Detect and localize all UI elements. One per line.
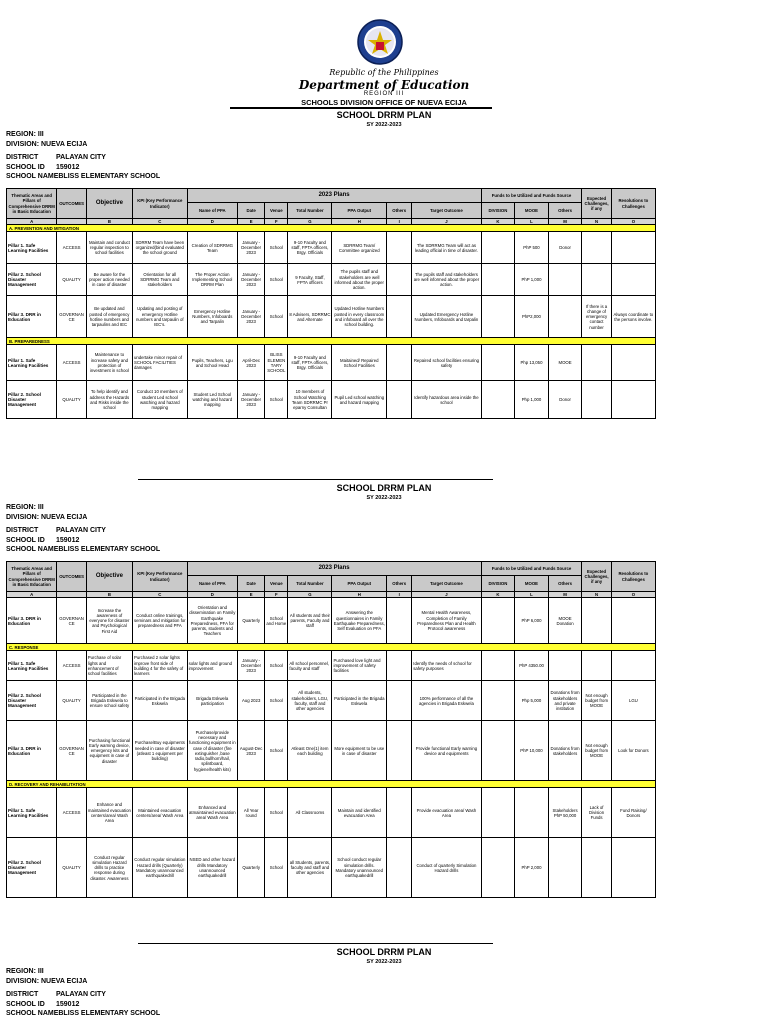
table-row: Pillar 1. Safe Learning Facilities ACCESS Maintenance to increase safety and protection of investment in school undertake minor repair of SCHOOL FACILITIES damages Pupils, Teachers, Lgu and School Head April-Dec 2023 BLISS ELEMENTARY SCHOOL 9-10 Faculty and staff, FPTA officers, Brgy. Officials Maitained/ Repaired School Facilities Repaired school facilities ensuring safety Php 13,050 MOOE [7,345,656,381]
table-row: Pillar 1. Safe Learning Facilities ACCESS Maintain and conduct regular inspection to school facilities SDRRM Team have been organized(bind evaluated the school ground Creation of SDRRMG Team January - December 2023 School 9-10 Faculty and staff, FPTA officers, Brgy. Officials SDRRMG Team/ Committee organized The SDRRMG Team will act as leading official in time of disaster. PhP 500 Donor [7,232,656,264]
section-c: C. RESPONSE [7,644,656,651]
drrm-table-2: Thematic Areas and Pillars of Comprehensive DRRM in Basic Education OUTCOMES Objective KPI (Key Performance Indicator) 2023 Plans Funds to be Utilized and Funds Source Expected Challenges, if any Resolutions to Challenges Name of PPA Date Venue Total Number PPA Output Others Target Outcome DIVISION MOOE Others A B C D E F G H I J K L M N O Pillar 3. DRR in Education GOVERNANCE Increase the awareness of everyone for disaster and Psychological First Aid Conduct online trainings, seminars and mitigation for preparedness and PFA Orientation and dissemination on Family Earthquake Preparedness, PFA for parents, students and Teachers Quarterly School and Home All students and their parents, Faculty and staff Answering the questionnaires in Family Earthquake Preparedness, Self Evaluation on PFA Mental Health Awareness, Completion of Family Preparedness Plan and Health Protocol awareness PhP 6,000 MOOE Donation C. RESPONSE Pillar 1. Safe Learning Facilities ACCESS Purchase of solar lights and enhancement of school facilities Purchased 2 solar lights improve front side of building 4 for the safety of learners solar lights and ground improvement January - December 2023 School All school personnel, faculty and staff Purchased love light and improvement of safety facilities Identify the needs of school for safety purposes PhP 4350.00 Pillar 2. School Disaster Management QUALITY Participated in the Brigada Eskwela to ensure school safety Participated in the Brigada Eskwela Brigada Eskwela participation Aug 2023 School All students, stakeholders, LGU, faculty, staff and other agencies Participated in the Brigada Eskwela 100% performance of all the agencies in Brigada Eskwela Php 5,000 Donations from stakeholders and private institution Not enough budget from MOOE LGU Pillar 3. DRR in Education GOVERNANCE Purchasing functional Early warning device, emergency kits and equipment in case of disaster Purchase/Buy equipments needed in case of disaster (atleast 1 equipment per building) Purchase/provide necessary and functioning equipment in case of disaster (fire extinguisher ,base radio,bullhorn/hail, splintboard, hygiene/health kits) August-Dec 2023 School Atleast One(1) item each building More equipment to be use in case of disaster Provide functional Early warning device and equipments PhP 10,000 Donations from stakeholders Not enough budget from MOOE Look for Donors D. RECOVERY AND REHABILITATION Pillar 1. Safe Learning Facilities ACCESS Enhance and maintained evacuation centers/area/ Wash Area Maintained evacuation centers/area/ Wash Area Enhanced and atmaintained evacuation area/ Wash Area All Year round School All Classrooms Maintain and identified evacuation Area Provide evacuation area/ Wash Area Stakeholders PhP 50,000 Lack of Division Funds Fund Raising/ Donors Pillar 2. School Disaster Management QUALITY Conduct regular simulation Hazard drills to practice response during disaster. Awareness Conduct regular simulation Hazard drills (Quarterly) Mandatory unannounced earthquakedrill NSED and other hazard drills Mandatory unannounced earthquakedrill Quarterly School all Students, parents, faculty and staff and other agencies School conduct regular simulation drills. Mandatory unannounced earthquakedrill Conduct of quarterly Simulation Hazard drills PhP 2,000 [6,561,656,898]
section-a: A. PREVENTION AND MITIGATION [7,225,656,232]
section-d: D. RECOVERY AND REHABILITATION [7,781,656,788]
plan-title: SCHOOL DRRM PLAN [336,110,432,120]
plan-sy: SY 2022-2023 [366,959,402,965]
page-divider [138,479,493,480]
drrm-table-1: Thematic Areas and Pillars of Comprehensive DRRM in Basic Education OUTCOMES Objective KPI (Key Performance Indicator) 2023 Plans Funds to be Utilized and Funds Source Expected Challenges, if any Resolutions to Challenges Name of PPA Date Venue Total Number PPA Output Others Target Outcome DIVISION MOOE Others A B C D E F G H I J K L M N O A. PREVENTION AND MITIGATION Pillar 1. Safe Learning Facilities ACCESS Maintain and conduct regular inspection to school facilities SDRRM Team have been organized(bind evaluated the school ground Creation of SDRRMG Team January - December 2023 School 9-10 Faculty and staff, FPTA officers, Brgy. Officials SDRRMG Team/ Committee organized The SDRRMG Team will act as leading official in time of disaster. PhP 500 Donor Pillar 2. School Disaster Management QUALITY Be aware for the proper action needed in case of disaster Orientation for all SDRRMG Team and stakeholders The Proper Action Implementing School DRRM Plan January - December 2023 School 9 Faculty, Staff, FPTA officers The pupils staff and stakeholders are well informed about the proper action. The pupils staff and stakeholders are well informed about the proper action. PhP 1,000 Pillar 3. DRR in Education GOVERNANCE Be updated and posted of emergency hotline numbers and tarpaulins and IEC Updating and posting of emergency Hotline numbers and tarpaulin of IEC's. Emergency Hotline Numbers, Infoboards and Tarpalin January - December 2023 School 8 Advisers, SDRRMC and Alternate Updated Hotline Numbers posted in every classroom and infoboard all over the school building. Updated Emergency Hotline Numbers, Infoboards and tarpalin PhP2,000 If there is a change of emergency contact number Always coordinate to the persons involve. B. PREPAREDNESS Pillar 1. Safe Learning Facilities ACCESS Maintenance to increase safety and protection of investment in school undertake minor repair of SCHOOL FACILITIES damages Pupils, Teachers, Lgu and School Head April-Dec 2023 BLISS ELEMENTARY SCHOOL 9-10 Faculty and staff, FPTA officers, Brgy. Officials Maitained/ Repaired School Facilities Repaired school facilities ensuring safety Php 13,050 MOOE Pillar 2. School Disaster Management QUALITY To help identify and address the Hazards and Risks inside the school Conduct 10 members of student Led school watching and hazard mapping Student Led School watching and hazard mapping January - December 2023 School 10 members of School Watching Team SDRRMC Pr eparny Consultan Pupil Led school watching and hazard mapping Identify hazardous area inside the school Php 1,000 Donor [6,188,656,419]
plan-sy: SY 2022-2023 [366,122,402,128]
table-row: Pillar 1. Safe Learning Facilities ACCESS Purchase of solar lights and enhancement of school facilities Purchased 2 solar lights improve front side of building 4 for the safety of learners solar lights and ground improvement January - December 2023 School All school personnel, faculty and staff Purchased love light and improvement of safety facilities Identify the needs of school for safety purposes PhP 4350.00 [7,651,656,681]
table-row: Pillar 2. School Disaster Management QUALITY Participated in the Brigada Eskwela to ensure school safety Participated in the Brigada Eskwela Brigada Eskwela participation Aug 2023 School All students, stakeholders, LGU, faculty, staff and other agencies Participated in the Brigada Eskwela 100% performance of all the agencies in Brigada Eskwela Php 5,000 Donations from stakeholders and private institution Not enough budget from MOOE LGU [7,681,656,721]
table-row: Pillar 1. Safe Learning Facilities ACCESS Enhance and maintained evacuation centers/area/ Wash Area Maintained evacuation centers/area/ Wash Area Enhanced and atmaintained evacuation area/ Wash Area All Year round School All Classrooms Maintain and identified evacuation Area Provide evacuation area/ Wash Area Stakeholders PhP 50,000 Lack of Division Funds Fund Raising/ Donors [7,788,656,838]
table-row: Pillar 3. DRR in Education GOVERNANCE Increase the awareness of everyone for disaster and Psychological First Aid Conduct online trainings, seminars and mitigation for preparedness and PFA Orientation and dissemination on Family Earthquake Preparedness, PFA for parents, students and Teachers Quarterly School and Home All students and their parents, Faculty and staff Answering the questionnaires in Family Earthquake Preparedness, Self Evaluation on PFA Mental Health Awareness, Completion of Family Preparedness Plan and Health Protocol awareness PhP 6,000 MOOE Donation [7,598,656,644]
section-b: B. PREPAREDNESS [7,338,656,345]
table-row: Pillar 3. DRR in Education GOVERNANCE Be updated and posted of emergency hotline numbers and tarpaulins and IEC Updating and posting of emergency Hotline numbers and tarpaulin of IEC's. Emergency Hotline Numbers, Infoboards and Tarpalin January - December 2023 School 8 Advisers, SDRRMC and Alternate Updated Hotline Numbers posted in every classroom and infoboard all over the school building. Updated Emergency Hotline Numbers, Infoboards and tarpalin PhP2,000 If there is a change of emergency contact number Always coordinate to the persons involve. [7,296,656,338]
republic-text: Republic of the Philippines [329,68,439,77]
department-text: Department of Education [298,78,470,92]
table-row: Pillar 2. School Disaster Management QUALITY Conduct regular simulation Hazard drills to practice response during disaster. Awareness Conduct regular simulation Hazard drills (Quarterly) Mandatory unannounced earthquakedrill NSED and other hazard drills Mandatory unannounced earthquakedrill Quarterly School all Students, parents, faculty and staff and other agencies School conduct regular simulation drills. Mandatory unannounced earthquakedrill Conduct of quarterly Simulation Hazard drills PhP 2,000 [7,838,656,898]
table-row: Pillar 2. School Disaster Management QUALITY To help identify and address the Hazards and Risks inside the school Conduct 10 members of student Led school watching and hazard mapping Student Led School watching and hazard mapping January - December 2023 School 10 members of School Watching Team SDRRMC Pr eparny Consultan Pupil Led school watching and hazard mapping Identify hazardous area inside the school Php 1,000 Donor [7,381,656,419]
division-office-text: SCHOOLS DIVISION OFFICE OF NUEVA ECIJA [301,98,467,107]
table-row: Pillar 2. School Disaster Management QUALITY Be aware for the proper action needed in case of disaster Orientation for all SDRRMG Team and stakeholders The Proper Action Implementing School DRRM Plan January - December 2023 School 9 Faculty, Staff, FPTA officers The pupils staff and stakeholders are well informed about the proper action. The pupils staff and stakeholders are well informed about the proper action. PhP 1,000 [7,264,656,296]
school-info-1: REGION: III DIVISION: NUEVA ECIJA DISTRICT PALAYAN CITY SCHOOL ID 159012 SCHOOL NAMEBLISS ELEMENTARY SCHOOL [6,131,161,180]
deped-seal-logo [356,18,404,66]
school-info-2: REGION: III DIVISION: NUEVA ECIJA DISTRICT PALAYAN CITY SCHOOL ID 159012 SCHOOL NAMEBLISS ELEMENTARY SCHOOL [6,504,161,553]
region-text: REGION III [363,91,405,97]
page-divider [138,943,493,944]
plan-title: SCHOOL DRRM PLAN [336,483,432,493]
letterhead-divider [230,107,492,109]
school-info-3: REGION: III DIVISION: NUEVA ECIJA DISTRICT PALAYAN CITY SCHOOL ID 159012 SCHOOL NAMEBLISS ELEMENTARY SCHOOL [6,968,161,1017]
plan-title: SCHOOL DRRM PLAN [336,947,432,957]
table-row: Pillar 3. DRR in Education GOVERNANCE Purchasing functional Early warning device, emergency kits and equipment in case of disaster Purchase/Buy equipments needed in case of disaster (atleast 1 equipment per building) Purchase/provide necessary and functioning equipment in case of disaster (fire extinguisher ,base radio,bullhorn/hail, splintboard, hygiene/health kits) August-Dec 2023 School Atleast One(1) item each building More equipment to be use in case of disaster Provide functional Early warning device and equipments PhP 10,000 Donations from stakeholders Not enough budget from MOOE Look for Donors [7,721,656,781]
plan-sy: SY 2022-2023 [366,495,402,501]
